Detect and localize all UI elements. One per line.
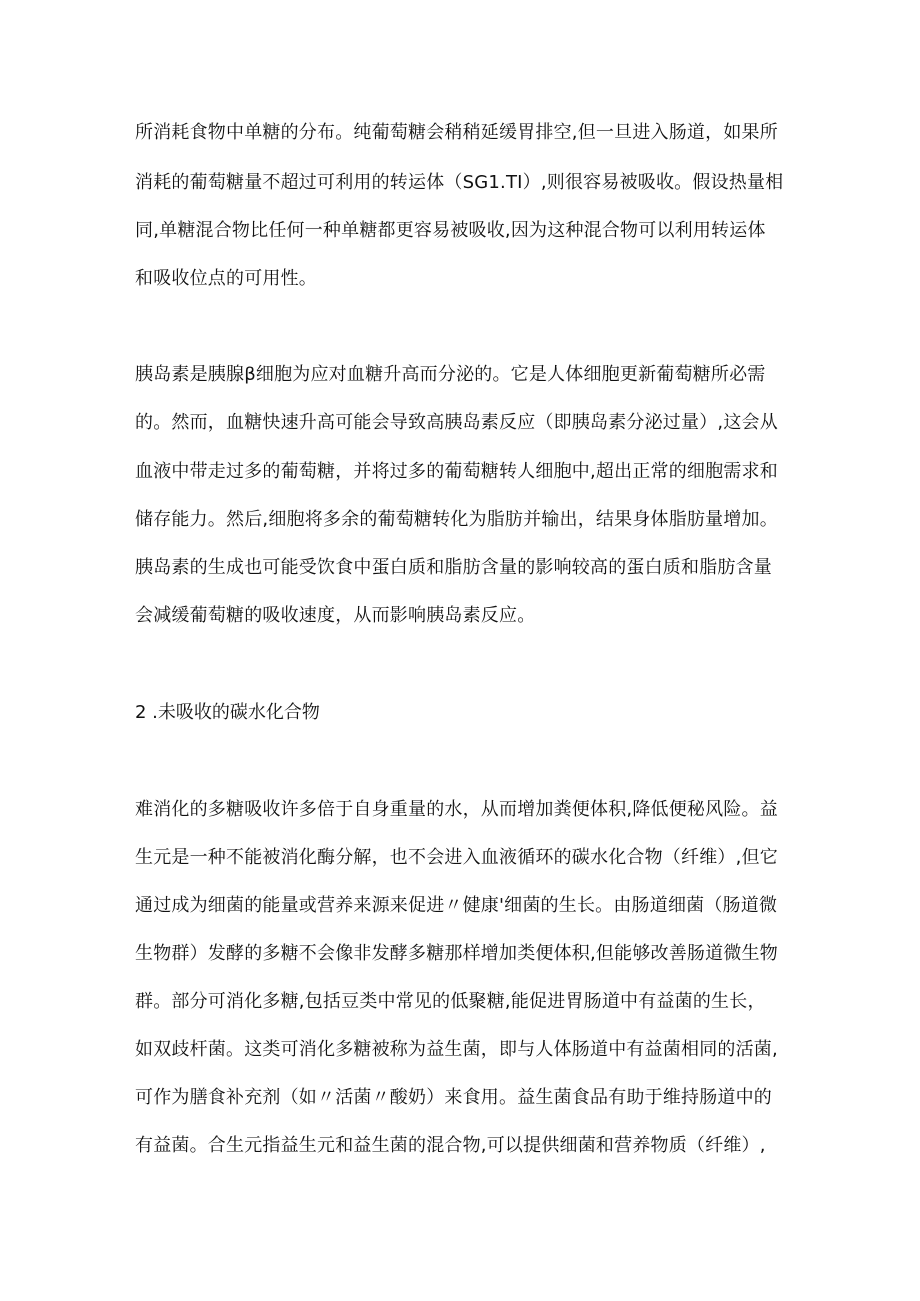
paragraph-1-line-1: 所消耗食物中单糖的分布。纯葡萄糖会稍稍延缓胃排空,但一旦进入肠道，如果所 [135,122,778,143]
paragraph-3-line-2: 生元是一种不能被消化酶分解，也不会进入血液循环的碳水化合物（纤维）,但它 [135,847,778,868]
paragraph-2-line-5: 胰岛素的生成也可能受饮食中蛋白质和脂肪含量的影响较高的蛋白质和脂肪含量 [135,557,772,578]
paragraph-3-line-7: 可作为膳食补充剂（如〃活菌〃酸奶）来食用。益生菌食品有助于维持肠道中的 [135,1087,772,1108]
section-heading: 2 .未吸收的碳水化合物 [135,702,320,723]
paragraph-3-line-1: 难消化的多糖吸收许多倍于自身重量的水，从而增加粪便体积,降低便秘风险。益 [135,799,778,820]
paragraph-3-line-5: 群。部分可消化多糖,包括豆类中常见的低聚糖,能促进胃肠道中有益菌的生长， [135,991,766,1012]
paragraph-2-line-2: 的。然而，血糖快速升高可能会导致高胰岛素反应（即胰岛素分泌过量）,这会从 [135,412,778,433]
paragraph-1-line-2: 消耗的葡萄糖量不超过可利用的转运体（SG1.TI）,则很容易被吸收。假设热量相 [135,172,784,193]
paragraph-2-line-4: 储存能力。然后,细胞将多余的葡萄糖转化为脂肪并输出，结果身体脂肪量增加。 [135,509,778,530]
paragraph-1-line-3: 同,单糖混合物比任何一种单糖都更容易被吸收,因为这种混合物可以利用转运体 [135,220,766,241]
paragraph-2-line-3: 血液中带走过多的葡萄糖，并将过多的葡萄糖转人细胞中,超出正常的细胞需求和 [135,461,778,482]
paragraph-2-line-6: 会减缓葡萄糖的吸收速度，从而影响胰岛素反应。 [135,605,536,626]
paragraph-2-line-1: 胰岛素是胰腺β细胞为应对血糖升高而分泌的。它是人体细胞更新葡萄糖所必需 [135,364,766,385]
paragraph-1-line-4: 和吸收位点的可用性。 [135,268,317,289]
paragraph-3-line-3: 通过成为细菌的能量或营养来源来促进〃健康'细菌的生长。由肠道细菌（肠道微 [135,895,778,916]
paragraph-3-line-4: 生物群）发酵的多糖不会像非发酵多糖那样增加类便体积,但能够改善肠道微生物 [135,943,778,964]
paragraph-3-line-8: 有益菌。合生元指益生元和益生菌的混合物,可以提供细菌和营养物质（纤维）, [135,1135,766,1156]
paragraph-3-line-6: 如双歧杆菌。这类可消化多糖被称为益生菌，即与人体肠道中有益菌相同的活菌, [135,1039,778,1060]
